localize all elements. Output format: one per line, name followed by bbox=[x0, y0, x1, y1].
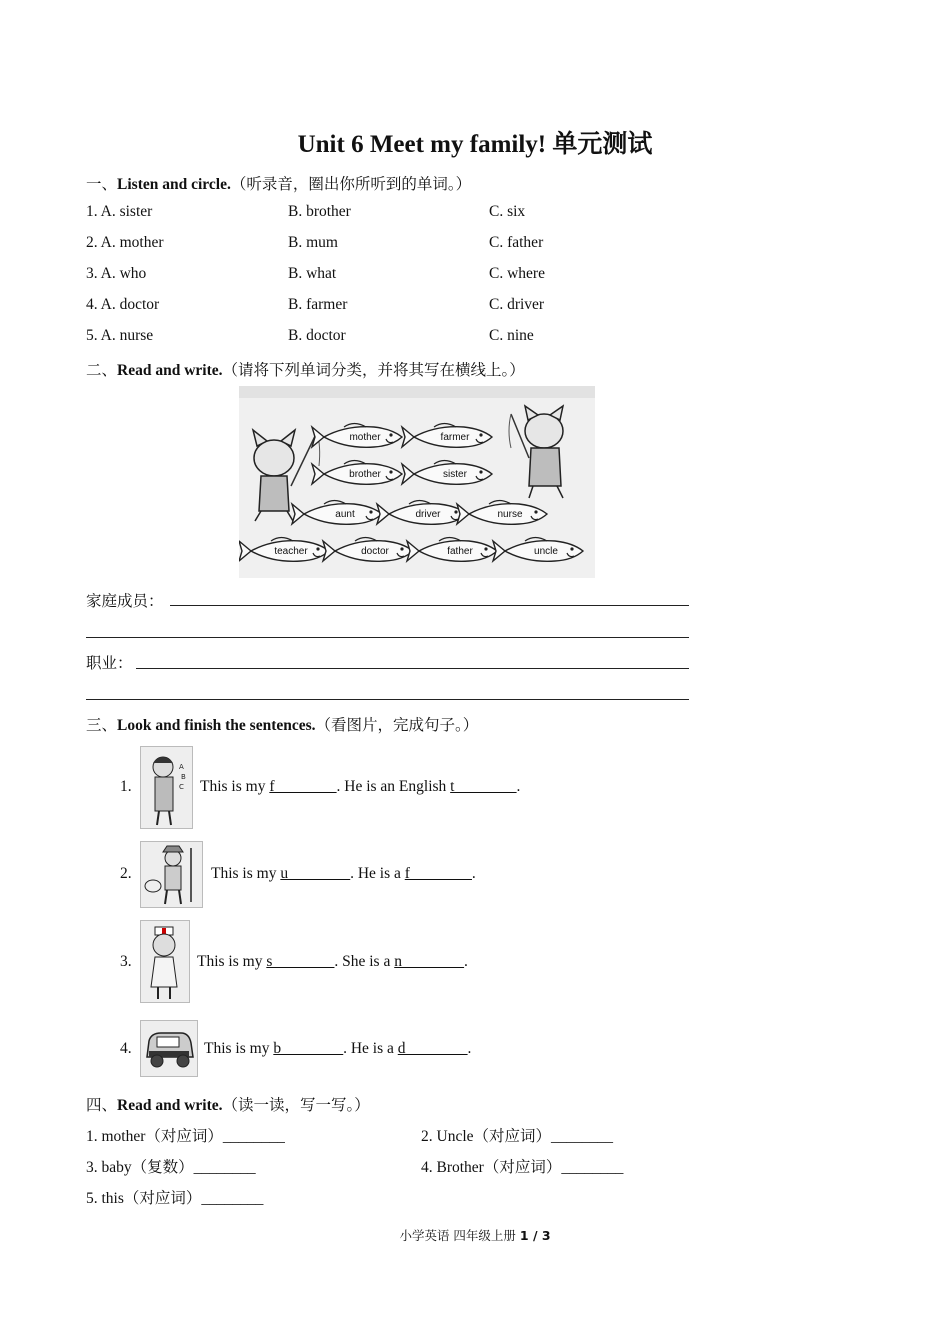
page-title: Unit 6 Meet my family! 单元测试 bbox=[297, 131, 653, 158]
s1-item2-c: C. father bbox=[489, 234, 544, 251]
s1-item4-c: C. driver bbox=[489, 296, 545, 313]
s1-item5-a: 5. A. nurse bbox=[86, 327, 154, 344]
s3-sentence: This is my f________. He is an English t________. bbox=[200, 778, 521, 795]
s1-item4-b: B. farmer bbox=[288, 296, 348, 313]
blank-hint: t________ bbox=[450, 778, 517, 795]
s1-item3-c: C. where bbox=[489, 265, 545, 282]
s3-item-number: 4. bbox=[120, 1040, 132, 1057]
fish-picture bbox=[239, 386, 595, 578]
s1-item3-a: 3. A. who bbox=[86, 265, 147, 282]
s3-item-number: 3. bbox=[120, 953, 132, 970]
fish-word: teacher bbox=[274, 546, 308, 557]
s1-item2-b: B. mum bbox=[288, 234, 338, 251]
svg-text:A: A bbox=[179, 763, 184, 771]
s4-item: 3. baby（复数）________ bbox=[86, 1159, 256, 1176]
fish-word: doctor bbox=[361, 546, 389, 557]
answer-line bbox=[86, 699, 689, 700]
answer-line bbox=[136, 668, 689, 669]
jobs-label: 职业： bbox=[86, 655, 133, 672]
s4-item: 4. Brother（对应词）________ bbox=[421, 1159, 624, 1176]
answer-line bbox=[170, 605, 689, 606]
fish-word: sister bbox=[443, 469, 467, 480]
blank-hint: n________ bbox=[394, 953, 464, 970]
page-number: 1 / 3 bbox=[519, 1228, 551, 1243]
s1-item3-b: B. what bbox=[288, 265, 337, 282]
s1-item5-c: C. nine bbox=[489, 327, 534, 344]
s3-sentence: This is my u________. He is a f________. bbox=[211, 865, 476, 882]
section4-heading: 四、Read and write.（读一读，写一写。） bbox=[86, 1097, 370, 1114]
section1-heading: 一、Listen and circle.（听录音，圈出你所听到的单词。） bbox=[86, 176, 472, 193]
s4-item: 2. Uncle（对应词）________ bbox=[421, 1128, 614, 1145]
nurse-picture bbox=[140, 920, 190, 1003]
s1-item1-c: C. six bbox=[489, 203, 526, 220]
svg-text:C: C bbox=[179, 783, 184, 791]
svg-text:B: B bbox=[181, 773, 186, 781]
section3-heading: 三、Look and finish the sentences.（看图片，完成句子。） bbox=[86, 717, 479, 734]
teacher-picture bbox=[140, 746, 193, 829]
fish-word: farmer bbox=[440, 432, 470, 443]
blank-hint: f________ bbox=[269, 778, 337, 795]
s3-item-number: 1. bbox=[120, 778, 132, 795]
farmer-picture bbox=[140, 841, 203, 908]
blank-hint: u________ bbox=[280, 865, 351, 882]
fish-word: father bbox=[447, 546, 473, 557]
s3-item-number: 2. bbox=[120, 865, 132, 882]
fish-word: brother bbox=[349, 469, 381, 480]
blank-hint: d________ bbox=[397, 1040, 468, 1057]
driver-picture bbox=[140, 1020, 198, 1077]
s1-item5-b: B. doctor bbox=[288, 327, 346, 344]
s1-item1-b: B. brother bbox=[288, 203, 351, 220]
s3-sentence: This is my s________. She is a n________. bbox=[197, 953, 468, 970]
s4-item: 1. mother（对应词）________ bbox=[86, 1128, 285, 1145]
answer-line bbox=[86, 637, 689, 638]
fish-word: aunt bbox=[335, 509, 355, 520]
section2-heading: 二、Read and write.（请将下列单词分类，并将其写在横线上。） bbox=[86, 362, 525, 379]
fish-word: mother bbox=[349, 432, 381, 443]
s3-sentence: This is my b________. He is a d________. bbox=[204, 1040, 472, 1057]
s1-item2-a: 2. A. mother bbox=[86, 234, 164, 251]
s4-item: 5. this（对应词）________ bbox=[86, 1190, 264, 1207]
fish-word: driver bbox=[415, 509, 441, 520]
blank-hint: s________ bbox=[266, 953, 335, 970]
blank-hint: f________ bbox=[404, 865, 472, 882]
fish-word: uncle bbox=[534, 546, 558, 557]
fish-word: nurse bbox=[497, 509, 523, 520]
s1-item1-a: 1. A. sister bbox=[86, 203, 153, 220]
page-footer: 小学英语 四年级上册 1 / 3 bbox=[399, 1228, 551, 1243]
s1-item4-a: 4. A. doctor bbox=[86, 296, 160, 313]
blank-hint: b________ bbox=[273, 1040, 344, 1057]
family-members-label: 家庭成员： bbox=[86, 593, 164, 610]
